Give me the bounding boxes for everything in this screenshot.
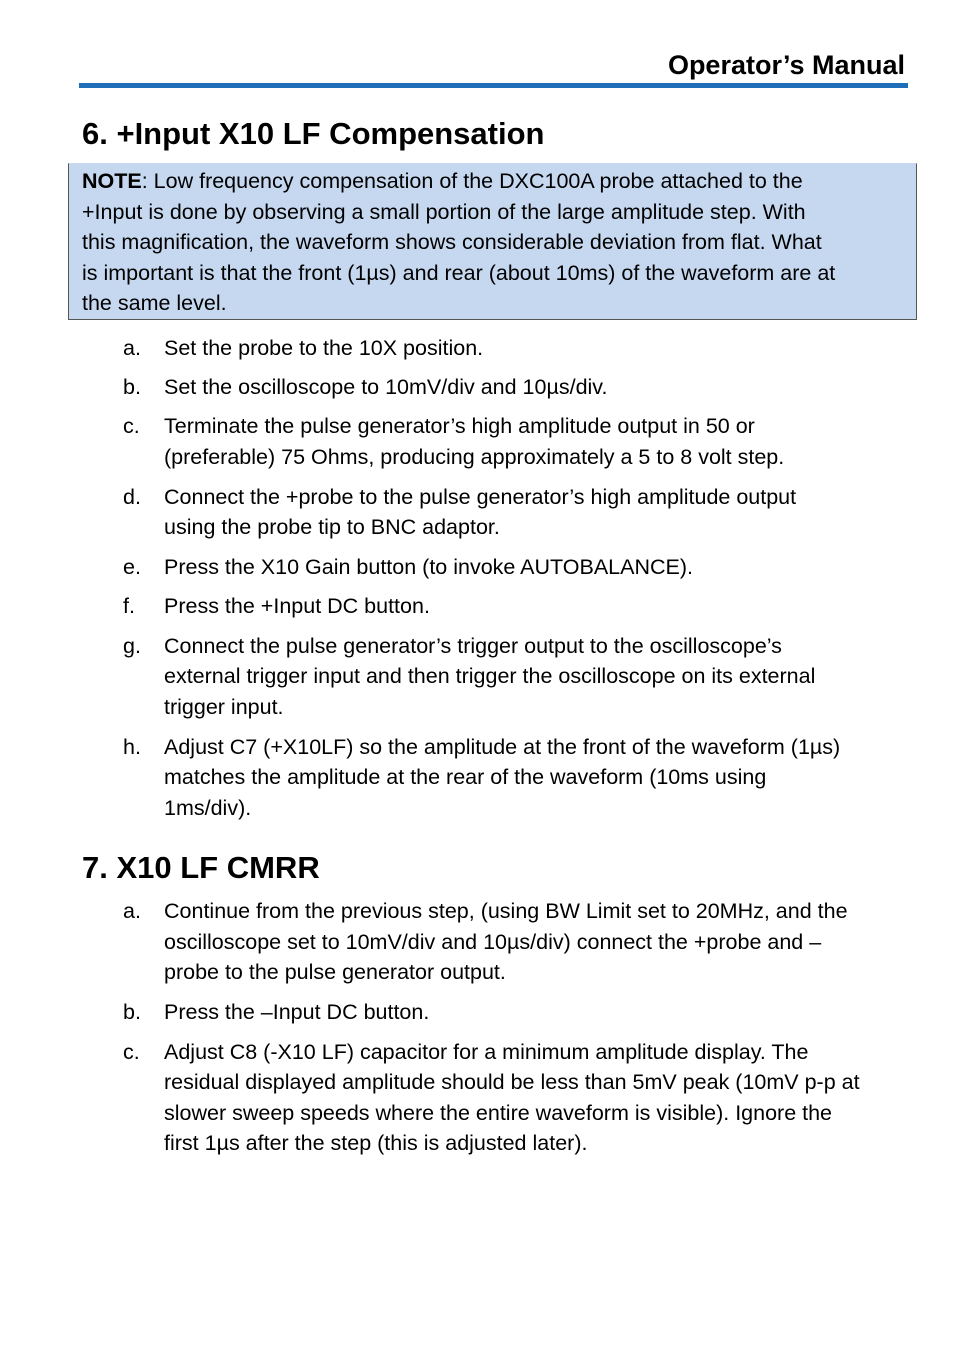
step-letter: b. (123, 375, 141, 399)
step-text: using the probe tip to BNC adaptor. (164, 515, 500, 539)
step-text: 1ms/div). (164, 796, 252, 820)
note-line: this magnification, the waveform shows considerable deviation from flat. What (82, 230, 822, 254)
step-text: residual displayed amplitude should be less than 5mV peak (10mV p-p at (164, 1070, 860, 1094)
step-text: trigger input. (164, 695, 284, 719)
step-text: Press the –Input DC button. (164, 1000, 430, 1024)
header-divider (79, 83, 908, 88)
step-letter: c. (123, 1040, 140, 1064)
document-header-title: Operator’s Manual (667, 50, 905, 80)
note-line: +Input is done by observing a small portion of the large amplitude step. With (82, 200, 806, 224)
note-line: is important is that the front (1µs) and rear (about 10ms) of the waveform are at (82, 261, 836, 285)
step-text: Connect the pulse generator’s trigger output to the oscilloscope’s (164, 634, 782, 658)
step-text: (preferable) 75 Ohms, producing approximately a 5 to 8 volt step. (164, 445, 785, 469)
note-line: the same level. (82, 291, 227, 315)
step-letter: e. (123, 555, 141, 579)
section-6-heading: 6. +Input X10 LF Compensation (82, 116, 545, 151)
note-line (82, 167, 803, 195)
step-text: matches the amplitude at the rear of the waveform (10ms using (164, 765, 767, 789)
step-text: Adjust C8 (-X10 LF) capacitor for a minimum amplitude display. The (164, 1040, 809, 1064)
step-text: Set the probe to the 10X position. (164, 336, 484, 360)
step-text: slower sweep speeds where the entire waveform is visible). Ignore the (164, 1101, 833, 1125)
section-7-heading: 7. X10 LF CMRR (82, 850, 320, 885)
step-letter: c. (123, 414, 140, 438)
step-text: Continue from the previous step, (using BW Limit set to 20MHz, and the (164, 899, 848, 923)
step-text: Connect the +probe to the pulse generator’s high amplitude output (164, 485, 797, 509)
step-text: Terminate the pulse generator’s high amplitude output in 50 or (164, 414, 755, 438)
step-text: Press the +Input DC button. (164, 594, 430, 618)
step-letter: d. (123, 485, 141, 509)
step-text: Adjust C7 (+X10LF) so the amplitude at the front of the waveform (1µs) (164, 735, 841, 759)
note-box (68, 163, 917, 320)
note-label: NOTE (82, 169, 142, 193)
step-text: probe to the pulse generator output. (164, 960, 506, 984)
step-text: Set the oscilloscope to 10mV/div and 10µs/div. (164, 375, 608, 399)
step-letter: a. (123, 336, 141, 360)
step-letter: g. (123, 634, 141, 658)
step-letter: b. (123, 1000, 141, 1024)
step-letter: a. (123, 899, 141, 923)
step-text: first 1µs after the step (this is adjusted later). (164, 1131, 588, 1155)
step-letter: f. (123, 594, 135, 618)
note-text: : Low frequency compensation of the DXC100A probe attached to the (141, 169, 803, 193)
step-text: oscilloscope set to 10mV/div and 10µs/div) connect the +probe and – (164, 930, 822, 954)
step-text: Press the X10 Gain button (to invoke AUTOBALANCE). (164, 555, 693, 579)
step-text: external trigger input and then trigger the oscilloscope on its external (164, 664, 816, 688)
step-letter: h. (123, 735, 141, 759)
